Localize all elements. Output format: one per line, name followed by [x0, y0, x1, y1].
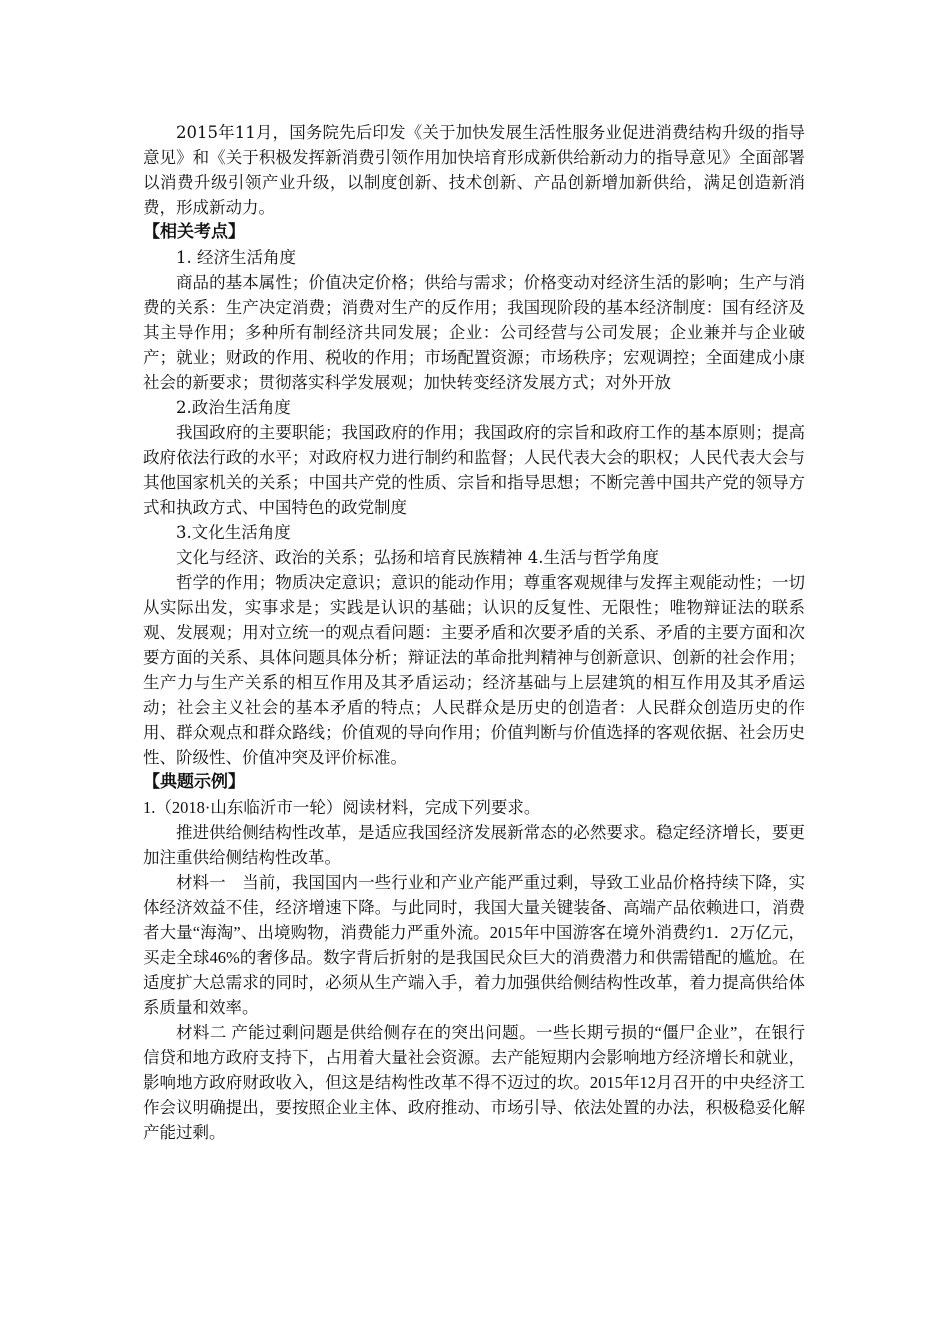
culture-paragraph: 文化与经济、政治的关系；弘扬和培育民族精神 4.生活与哲学角度 [176, 548, 659, 567]
intro-paragraph: 2015年11月，国务院先后印发《关于加快发展生活性服务业促进消费结构升级的指导意见》和《关于积极发挥新消费引领作用加快培育形成新供给新动力的指导意见》全面部署以消费升级引领产业升级，以制度创新、技术创新、产品创新增加新供给，满足创造新消费，形成新动力。 [143, 123, 805, 217]
politics-paragraph: 我国政府的主要职能；我国政府的作用；我国政府的宗旨和政府工作的基本原则；提高政府依法行政的水平；对政府权力进行制约和监督；人民代表大会的职权；人民代表大会与其他国家机关的关系；中国共产党的性质、宗旨和指导思想；不断完善中国共产党的领导方式和执政方式、中国特色的政党制度 [143, 423, 805, 517]
material-one-paragraph: 材料一 当前，我国国内一些行业和产业产能严重过剩，导致工业品价格持续下降，实体经济效益不佳，经济增速下降。与此同时，我国大量关键装备、高端产品依赖进口，消费者大量“海淘”、出境购物，消费能力严重外流。2015年中国游客在境外消费约1．2万亿元，买走全球46%的奢侈品。数字背后折射的是我国民众巨大的消费潜力和供需错配的尴尬。在适度扩大总需求的同时，必须从生产端入手，着力加强供给侧结构性改革，着力提高供给体系质量和效率。 [143, 873, 805, 1017]
section-heading-examples: 【典题示例】 [143, 772, 245, 792]
philosophy-paragraph: 哲学的作用；物质决定意识；意识的能动作用；尊重客观规律与发挥主观能动性；一切从实际出发，实事求是；实践是认识的基础；认识的反复性、无限性；唯物辩证法的联系观、发展观；用对立统一的观点看问题：主要矛盾和次要矛盾的关系、矛盾的主要方面和次要方面的关系、具体问题具体分析；辩证法的革命批判精神与创新意识、创新的社会作用；生产力与生产关系的相互作用及其矛盾运动；经济基础与上层建筑的相互作用及其矛盾运动；社会主义社会的基本矛盾的特点；人民群众是历史的创造者：人民群众创造历史的作用、群众观点和群众路线；价值观的导向作用；价值判断与价值选择的客观依据、社会历史性、阶级性、价值冲突及评价标准。 [143, 573, 805, 767]
economy-paragraph: 商品的基本属性；价值决定价格；供给与需求；价格变动对经济生活的影响；生产与消费的关系：生产决定消费；消费对生产的反作用；我国现阶段的基本经济制度：国有经济及其主导作用；多种所有制经济共同发展；企业：公司经营与公司发展；企业兼并与企业破产；就业；财政的作用、税收的作用；市场配置资源；市场秩序；宏观调控；全面建成小康社会的新要求；贯彻落实科学发展观；加快转变经济发展方式；对外开放 [143, 273, 805, 392]
question-line: 1.（2018·山东临沂市一轮）阅读材料，完成下列要求。 [143, 798, 541, 817]
section-heading-related-points: 【相关考点】 [143, 222, 245, 242]
lead-paragraph: 推进供给侧结构性改革，是适应我国经济发展新常态的必然要求。稳定经济增长，要更加注重供给侧结构性改革。 [143, 823, 805, 867]
culture-heading: 3.文化生活角度 [176, 523, 291, 542]
material-two-paragraph: 材料二 产能过剩问题是供给侧存在的突出问题。一些长期亏损的“僵尸企业”，在银行信贷和地方政府支持下，占用着大量社会资源。去产能短期内会影响地方经济增长和就业，影响地方政府财政收入，但这是结构性改革不得不迈过的坎。2015年12月召开的中央经济工作会议明确提出，要按照企业主体、政府推动、市场引导、依法处置的办法，积极稳妥化解产能过剩。 [143, 1023, 806, 1142]
economy-heading: 1. 经济生活角度 [176, 248, 296, 267]
document-body [143, 120, 805, 1145]
politics-heading: 2.政治生活角度 [176, 398, 291, 417]
